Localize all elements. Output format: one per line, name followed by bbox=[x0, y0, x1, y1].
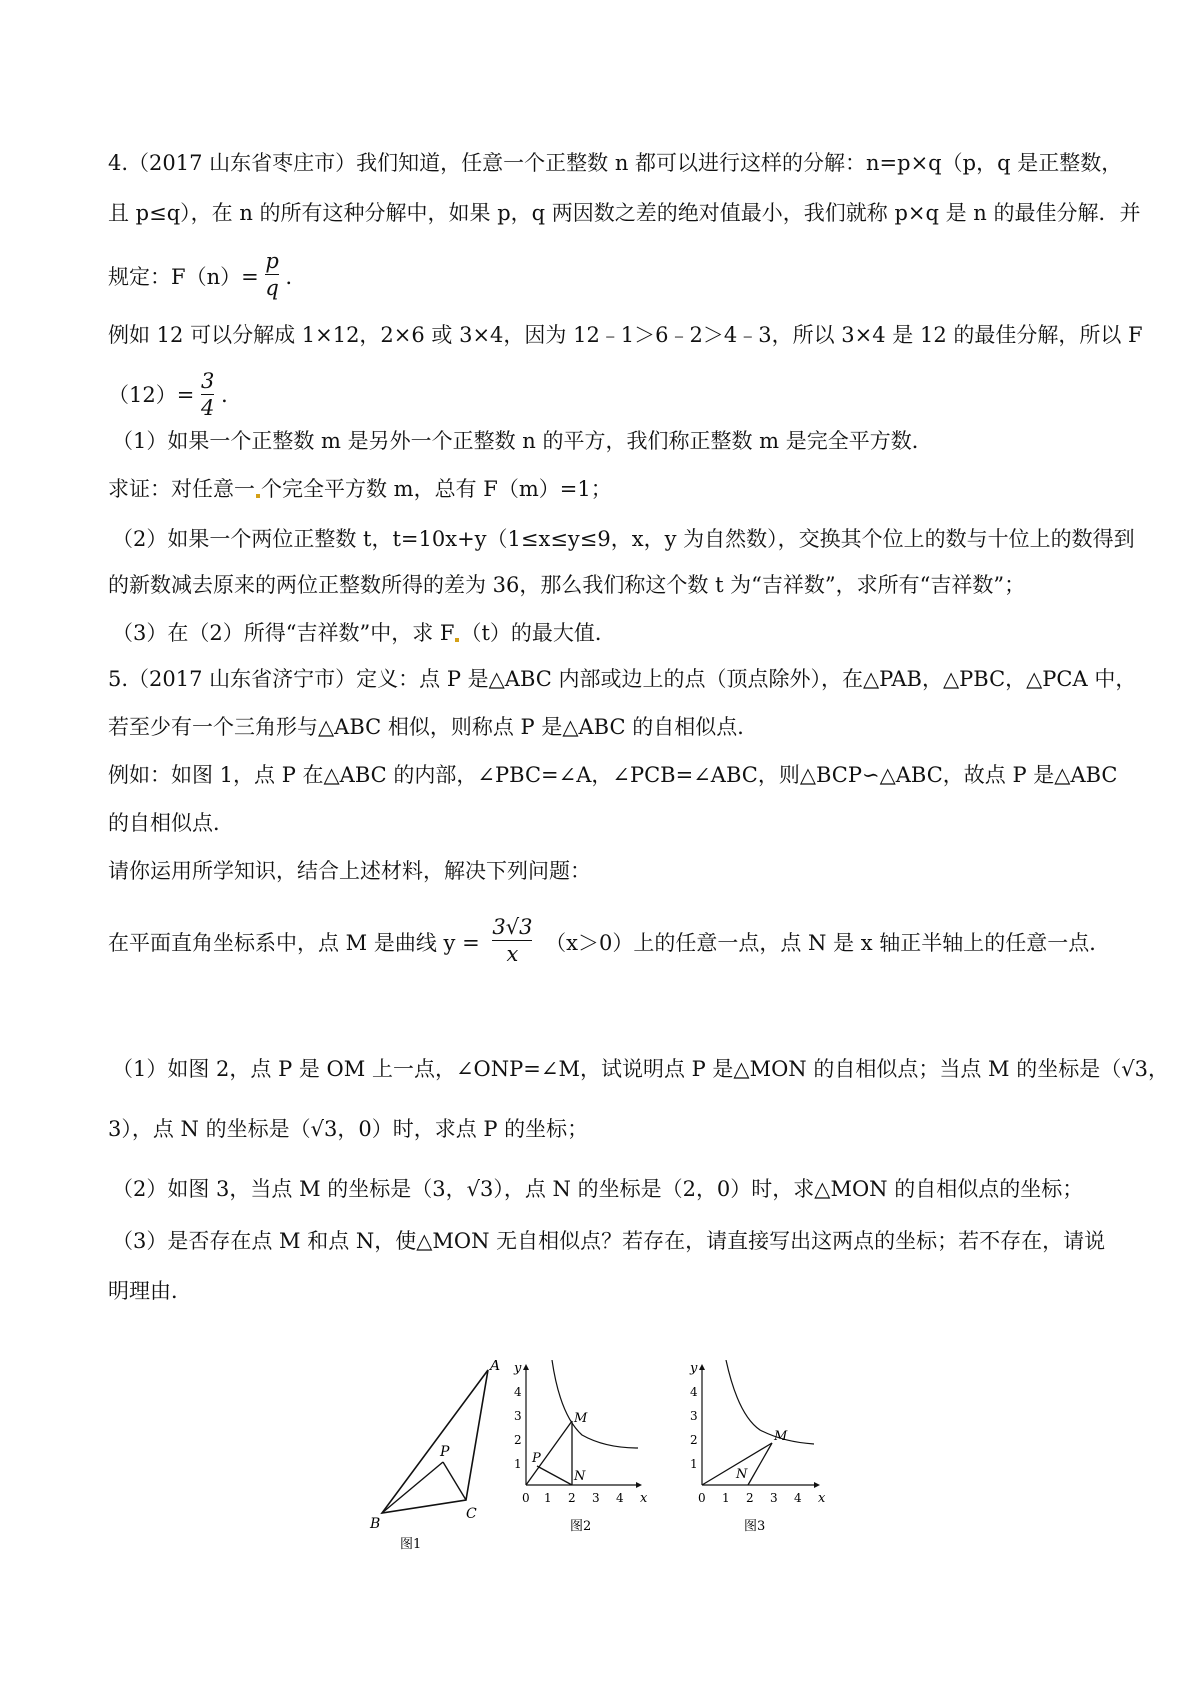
x-tick-1: 1 bbox=[722, 1491, 730, 1505]
q5-part-2: （2）如图 3，当点 M 的坐标是（3，√3），点 N 的坐标是（2，0）时，求△MON 的自相似点的坐标； bbox=[112, 1177, 1084, 1201]
x-axis-arrow bbox=[636, 1482, 642, 1488]
label-m: M bbox=[774, 1429, 788, 1444]
q5-line-1: 5.（2017 山东省济宁市）定义：点 P 是△ABC 内部或边上的点（顶点除外），在△PAB，△PBC，△PCA 中， bbox=[108, 667, 1137, 691]
y-tick-4: 4 bbox=[690, 1385, 698, 1399]
x-axis-arrow bbox=[814, 1482, 820, 1488]
label-n: N bbox=[574, 1469, 586, 1484]
q5-line-2: 若至少有一个三角形与△ABC 相似，则称点 P 是△ABC 的自相似点． bbox=[108, 715, 759, 739]
q4-part-3-text-a: （3）在（2）所得“吉祥数”中，求 F bbox=[112, 621, 455, 645]
label-c: C bbox=[466, 1506, 477, 1522]
label-x: x bbox=[818, 1491, 826, 1506]
segment-pn bbox=[537, 1466, 572, 1485]
y-tick-4: 4 bbox=[514, 1385, 522, 1399]
figure-2 bbox=[513, 1360, 648, 1534]
label-y: y bbox=[690, 1361, 698, 1376]
segment-pc bbox=[443, 1462, 466, 1500]
x-tick-0: 0 bbox=[698, 1491, 706, 1505]
hyperbola-curve bbox=[726, 1360, 814, 1444]
fraction-numerator: 3√3 bbox=[492, 915, 533, 939]
figure-3 bbox=[689, 1360, 826, 1534]
q4-example-suffix: ． bbox=[221, 383, 243, 407]
y-tick-2: 2 bbox=[514, 1433, 522, 1447]
q4-example-prefix: （12）= bbox=[108, 383, 195, 407]
q5-curve-prefix: 在平面直角坐标系中，点 M 是曲线 y = bbox=[108, 931, 480, 955]
label-m: M bbox=[574, 1411, 588, 1426]
fraction-denominator: x bbox=[506, 942, 519, 966]
caption-fig1: 图1 bbox=[400, 1537, 422, 1552]
q4-definition-suffix: ． bbox=[285, 265, 307, 289]
q4-part-2-line-1: （2）如果一个两位正整数 t，t=10x+y（1≤x≤y≤9，x，y 为自然数），交换其个位上的数与十位上的数得到 bbox=[112, 527, 1135, 551]
mark-dot bbox=[455, 638, 459, 642]
y-tick-3: 3 bbox=[514, 1409, 522, 1423]
x-tick-3: 3 bbox=[770, 1491, 778, 1505]
q4-part-1-proof bbox=[108, 474, 612, 504]
label-y: y bbox=[514, 1361, 522, 1376]
triangle-abc bbox=[382, 1370, 488, 1513]
figure-1 bbox=[369, 1360, 500, 1552]
mark-dot bbox=[256, 494, 260, 498]
label-b: B bbox=[370, 1516, 381, 1532]
x-tick-2: 2 bbox=[568, 1491, 576, 1505]
q4-example-result bbox=[108, 370, 242, 423]
q5-part-1-line-2: 3），点 N 的坐标是（√3，0）时，求点 P 的坐标； bbox=[108, 1117, 589, 1141]
q4-definition bbox=[108, 249, 307, 305]
q5-part-3-line-1: （3）是否存在点 M 和点 N，使△MON 无自相似点？若存在，请直接写出这两点的坐标；若不存在，请说 bbox=[112, 1229, 1106, 1253]
fraction-3root3-over-x bbox=[492, 914, 532, 967]
x-tick-1: 1 bbox=[544, 1491, 552, 1505]
x-tick-4: 4 bbox=[794, 1491, 802, 1505]
y-axis-arrow bbox=[699, 1364, 705, 1370]
q4-proof-text-a: 求证：对任意一 bbox=[108, 477, 255, 501]
q4-line-1: 4.（2017 山东省枣庄市）我们知道，任意一个正整数 n 都可以进行这样的分解：n=p×q（p，q 是正整数， bbox=[108, 151, 1123, 175]
q5-curve-suffix: （x＞0）上的任意一点，点 N 是 x 轴正半轴上的任意一点． bbox=[545, 931, 1111, 955]
y-tick-3: 3 bbox=[690, 1409, 698, 1423]
x-tick-0: 0 bbox=[522, 1491, 530, 1505]
q5-part-1-line-1: （1）如图 2，点 P 是 OM 上一点，∠ONP=∠M，试说明点 P 是△MON 的自相似点；当点 M 的坐标是（√3， bbox=[112, 1057, 1169, 1081]
q5-line-3: 例如：如图 1，点 P 在△ABC 的内部，∠PBC=∠A，∠PCB=∠ABC，则△BCP∽△ABC，故点 P 是△ABC bbox=[108, 763, 1118, 787]
label-a: A bbox=[490, 1360, 501, 1374]
x-tick-2: 2 bbox=[746, 1491, 754, 1505]
fraction-numerator: 3 bbox=[201, 369, 215, 393]
x-tick-3: 3 bbox=[592, 1491, 600, 1505]
label-p: P bbox=[440, 1444, 450, 1460]
q5-line-5: 请你运用所学知识，结合上述材料，解决下列问题： bbox=[108, 859, 591, 883]
segment-mn bbox=[748, 1443, 772, 1485]
q5-line-4: 的自相似点． bbox=[108, 811, 234, 835]
y-tick-1: 1 bbox=[690, 1457, 698, 1471]
y-tick-2: 2 bbox=[690, 1433, 698, 1447]
caption-fig2: 图2 bbox=[570, 1519, 592, 1534]
fraction-denominator: 4 bbox=[201, 396, 215, 420]
q5-part-3-line-2: 明理由． bbox=[108, 1279, 192, 1303]
q4-example: 例如 12 可以分解成 1×12，2×6 或 3×4，因为 12﹣1＞6﹣2＞4﹣3，所以 3×4 是 12 的最佳分解，所以 F bbox=[108, 323, 1143, 347]
label-x: x bbox=[640, 1491, 648, 1506]
q4-line-2: 且 p≤q），在 n 的所有这种分解中，如果 p，q 两因数之差的绝对值最小，我们就称 p×q 是 n 的最佳分解．并 bbox=[108, 201, 1141, 225]
q4-part-3 bbox=[112, 618, 616, 648]
fraction-denominator: q bbox=[265, 276, 279, 300]
hyperbola-curve bbox=[552, 1360, 638, 1448]
fraction-numerator: p bbox=[265, 249, 279, 273]
y-tick-1: 1 bbox=[514, 1457, 522, 1471]
label-p: P bbox=[532, 1451, 541, 1466]
q4-proof-text-b: 个完全平方数 m，总有 F（m）=1； bbox=[261, 477, 612, 501]
y-axis-arrow bbox=[523, 1364, 529, 1370]
q4-definition-prefix: 规定：F（n）= bbox=[108, 265, 259, 289]
figures-row bbox=[360, 1360, 860, 1560]
q5-curve-definition bbox=[108, 915, 1111, 971]
fraction-3-over-4 bbox=[201, 368, 214, 421]
caption-fig3: 图3 bbox=[744, 1519, 766, 1534]
q4-part-3-text-b: （t）的最大值． bbox=[460, 621, 616, 645]
label-n: N bbox=[736, 1467, 748, 1482]
fraction-p-over-q bbox=[265, 248, 278, 301]
q4-part-1: （1）如果一个正整数 m 是另外一个正整数 n 的平方，我们称正整数 m 是完全平方数． bbox=[112, 429, 933, 453]
q4-part-2-line-2: 的新数减去原来的两位正整数所得的差为 36，那么我们称这个数 t 为“吉祥数”，求所有“吉祥数”； bbox=[108, 573, 1026, 597]
x-tick-4: 4 bbox=[616, 1491, 624, 1505]
